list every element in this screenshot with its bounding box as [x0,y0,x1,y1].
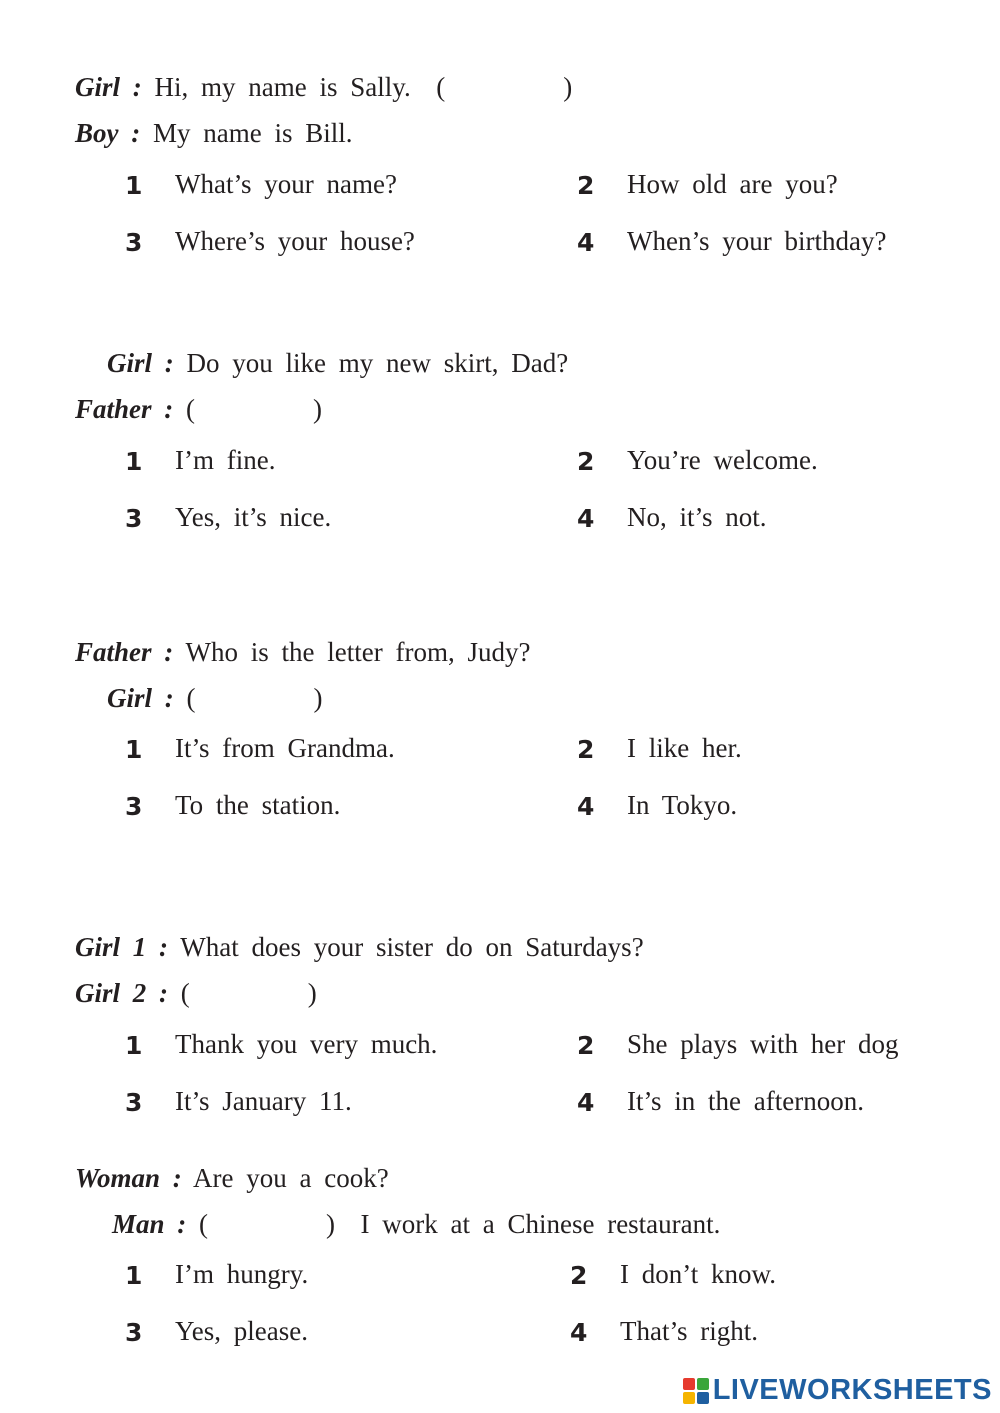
dialogue-line [75,120,352,147]
dialogue-text: Hi, my name is Sally. [154,72,411,102]
answer-paren-open: ( [436,72,446,102]
option-text: You’re welcome. [627,445,818,475]
option-number: 3 [125,1318,143,1347]
option-text: That’s right. [620,1316,758,1346]
dialogue-line [107,350,568,377]
speaker-label: Girl 2 : [75,978,168,1008]
speaker-label: Father : [75,394,174,424]
option-text: It’s January 11. [175,1086,352,1116]
answer-paren-open: ( [186,394,196,424]
option-number: 3 [125,1088,143,1117]
dialogue-line [107,685,323,712]
option-text: When’s your birthday? [627,226,887,256]
answer-paren-open: ( [180,978,190,1008]
option-text: I’m hungry. [175,1259,309,1289]
dialogue-text: Are you a cook? [193,1163,389,1193]
option-text: Yes, please. [175,1316,308,1346]
dialogue-line [75,639,530,666]
speaker-label: Girl : [75,72,142,102]
answer-paren-close: ) [326,1209,336,1239]
speaker-label: Boy : [75,118,141,148]
dialogue-text: My name is Bill. [152,118,353,148]
answer-paren-close: ) [313,683,323,713]
option-number: 2 [577,447,595,476]
option-number: 3 [125,504,143,533]
option-text: What’s your name? [175,169,397,199]
dialogue-text: Do you like my new skirt, Dad? [186,348,569,378]
option-text: I don’t know. [620,1259,776,1289]
speaker-label: Father : [75,637,174,667]
option-number: 2 [570,1261,588,1290]
option-number: 4 [577,792,595,821]
option-number: 1 [125,447,143,476]
option-text: To the station. [175,790,341,820]
option-text: Thank you very much. [175,1029,438,1059]
speaker-label: Girl 1 : [75,932,168,962]
speaker-label: Girl : [107,348,174,378]
option-text: Yes, it’s nice. [175,502,332,532]
liveworksheets-logo-icon [683,1378,709,1404]
answer-paren-open: ( [186,683,196,713]
speaker-label: Girl : [107,683,174,713]
dialogue-text: Who is the letter from, Judy? [185,637,531,667]
option-text: No, it’s not. [627,502,767,532]
dialogue-line [75,396,322,423]
option-number: 4 [577,228,595,257]
option-text: In Tokyo. [627,790,738,820]
option-number: 1 [125,1261,143,1290]
liveworksheets-watermark [683,1376,992,1405]
option-number: 2 [577,171,595,200]
watermark-text: LIVEWORKSHEETS [712,1374,992,1406]
dialogue-line [112,1211,720,1238]
answer-paren-close: ) [563,72,573,102]
option-number: 4 [570,1318,588,1347]
option-text: She plays with her dog [627,1029,899,1059]
option-number: 4 [577,1088,595,1117]
option-number: 2 [577,1031,595,1060]
option-number: 1 [125,171,143,200]
answer-paren-close: ) [313,394,323,424]
dialogue-line [75,74,572,101]
option-text: It’s from Grandma. [175,733,395,763]
option-number: 1 [125,1031,143,1060]
option-number: 3 [125,228,143,257]
answer-paren-close: ) [307,978,317,1008]
option-number: 4 [577,504,595,533]
option-text: How old are you? [627,169,838,199]
option-text: I like her. [627,733,742,763]
dialogue-line [75,934,644,961]
option-text: I’m fine. [175,445,276,475]
dialogue-text: I work at a Chinese restaurant. [360,1209,721,1239]
option-number: 3 [125,792,143,821]
option-number: 1 [125,735,143,764]
dialogue-text: What does your sister do on Saturdays? [180,932,644,962]
option-text: It’s in the afternoon. [627,1086,864,1116]
dialogue-line [75,1165,389,1192]
answer-paren-open: ( [199,1209,209,1239]
dialogue-line [75,980,317,1007]
option-text: Where’s your house? [175,226,415,256]
speaker-label: Woman : [75,1163,182,1193]
option-number: 2 [577,735,595,764]
speaker-label: Man : [112,1209,187,1239]
